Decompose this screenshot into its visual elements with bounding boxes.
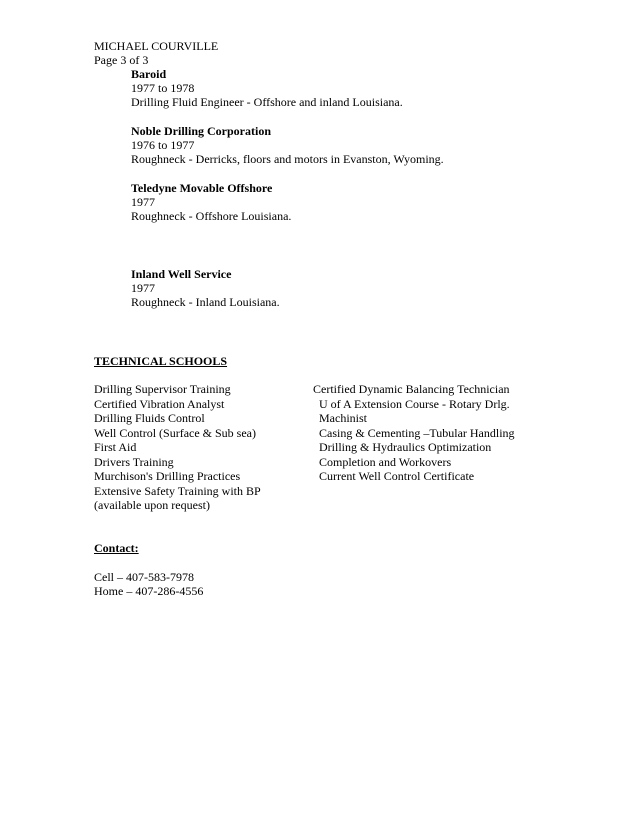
job-role: Drilling Fluid Engineer - Offshore and inland Louisiana. [131, 95, 403, 109]
school-right-item: Current Well Control Certificate [319, 469, 475, 483]
school-left-item: Certified Vibration Analyst [94, 397, 225, 411]
school-right-item: Drilling & Hydraulics Optimization [319, 440, 492, 454]
school-left-item: Well Control (Surface & Sub sea) [94, 426, 256, 440]
school-right-item: Machinist [319, 411, 367, 425]
job-company: Teledyne Movable Offshore [131, 181, 273, 195]
job-dates: 1976 to 1977 [131, 138, 195, 152]
job-role: Roughneck - Offshore Louisiana. [131, 209, 292, 223]
job-role: Roughneck - Inland Louisiana. [131, 295, 280, 309]
page-number: Page 3 of 3 [94, 53, 149, 67]
job-dates: 1977 [131, 195, 155, 209]
school-right-item: Completion and Workovers [319, 455, 452, 469]
resume-name: MICHAEL COURVILLE [94, 39, 219, 53]
technical-schools-heading: TECHNICAL SCHOOLS [94, 354, 228, 368]
contact-heading: Contact: [94, 541, 139, 555]
contact-cell: Cell – 407-583-7978 [94, 570, 194, 584]
school-left-item: First Aid [94, 440, 137, 454]
job-role: Roughneck - Derricks, floors and motors in Evanston, Wyoming. [131, 152, 444, 166]
contact-home: Home – 407-286-4556 [94, 584, 204, 598]
job-company: Inland Well Service [131, 267, 232, 281]
school-left-item: Murchison's Drilling Practices [94, 469, 241, 483]
school-right-item: Certified Dynamic Balancing Technician [313, 382, 510, 396]
school-left-item: Drilling Supervisor Training [94, 382, 231, 396]
school-left-item: Drilling Fluids Control [94, 411, 205, 425]
job-dates: 1977 [131, 281, 155, 295]
school-left-item: Extensive Safety Training with BP [94, 484, 261, 498]
school-left-item: (available upon request) [94, 498, 210, 512]
job-company: Noble Drilling Corporation [131, 124, 271, 138]
school-right-item: Casing & Cementing –Tubular Handling [319, 426, 515, 440]
school-left-item: Drivers Training [94, 455, 174, 469]
job-dates: 1977 to 1978 [131, 81, 195, 95]
school-right-item: U of A Extension Course - Rotary Drlg. [319, 397, 510, 411]
job-company: Baroid [131, 67, 167, 81]
